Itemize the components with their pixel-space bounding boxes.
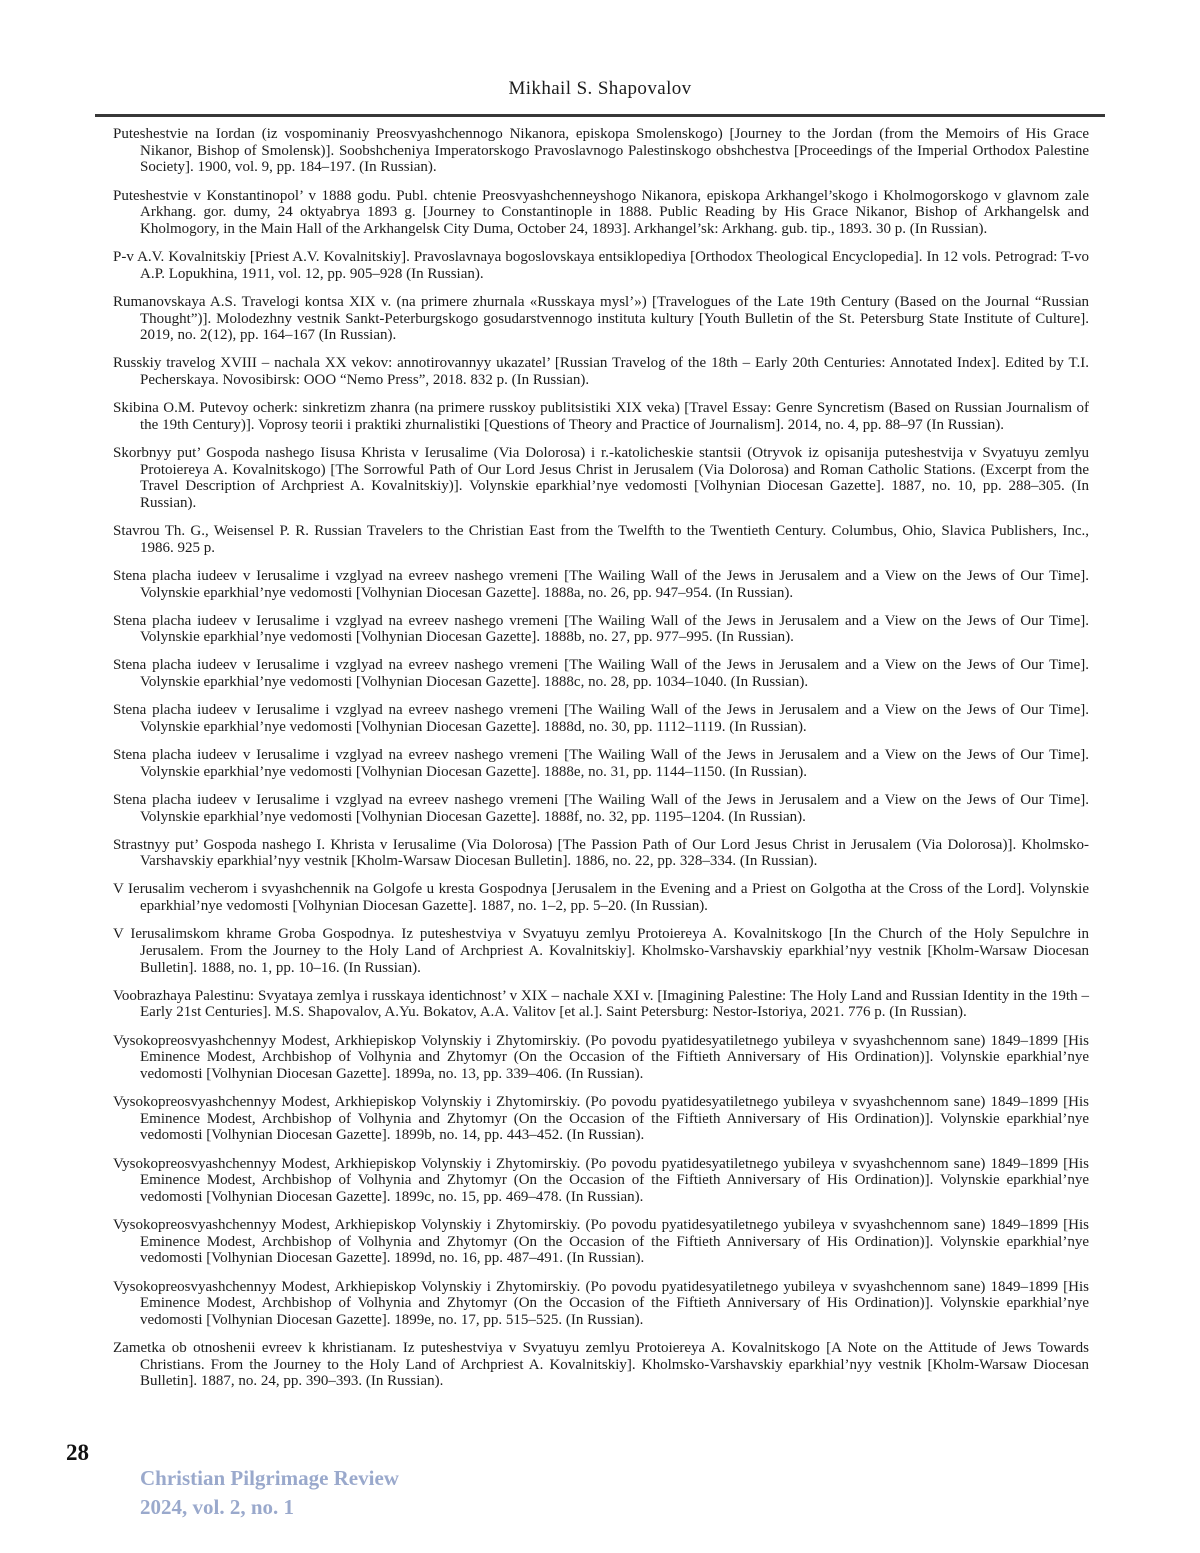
reference-entry: Vysokopreosvyashchennyy Modest, Arkhiepiskop Volynskiy i Zhytomirskiy. (Po povodu pyatidesyatiletnego yubileya v svyashchennom sane) 1849–1899 [His Eminence Modest, Archbishop of Volhynia and Zhytomyr (On the Occasion of the Fiftieth Anniversary of His Ordination)]. Volynskie eparkhial’nye vedomosti [Volhynian Diocesan Gazette]. 1899a, no. 13, pp. 339–406. (In Russian).: [113, 1032, 1089, 1082]
running-head-author: Mikhail S. Shapovalov: [508, 78, 692, 99]
reference-entry: Stena placha iudeev v Ierusalime i vzglyad na evreev nashego vremeni [The Wailing Wall of the Jews in Jerusalem and a View on the Jews of Our Time]. Volynskie eparkhial’nye vedomosti [Volhynian Diocesan Gazette]. 1888f, no. 32, pp. 1195–1204. (In Russian).: [113, 791, 1089, 825]
reference-entry: Strastnyy put’ Gospoda nashego I. Khrista v Ierusalime (Via Dolorosa) [The Passion Path of Our Lord Jesus Christ in Jerusalem (Via Dolorosa)]. Kholmsko-Varshavskiy eparkhial’nyy vestnik [Kholm-Warsaw Diocesan Bulletin]. 1886, no. 22, pp. 328–334. (In Russian).: [113, 836, 1089, 870]
reference-entry: Russkiy travelog XVIII – nachala XX vekov: annotirovannyy ukazatel’ [Russian Travelog of the 18th – Early 20th Centuries: Annotated Index]. Edited by T.I. Pecherskaya. Novosibirsk: OOO “Nemo Press”, 2018. 832 p. (In Russian).: [113, 355, 1089, 388]
reference-entry: Zametka ob otnoshenii evreev k khristianam. Iz puteshestviya v Svyatuyu zemlyu Protoiereya A. Kovalnitskogo [A Note on the Attitude of Jews Towards Christians. From the Journey to the Holy Land of Archpriest A. Kovalnitskiy]. Kholmsko-Varshavskiy eparkhial’nyy vestnik [Kholm-Warsaw Diocesan Bulletin]. 1887, no. 24, pp. 390–393. (In Russian).: [113, 1340, 1089, 1390]
reference-entry: Stavrou Th. G., Weisensel P. R. Russian Travelers to the Christian East from the Twelfth to the Twentieth Century. Columbus, Ohio, Slavica Publishers, Inc., 1986. 925 p.: [113, 523, 1089, 556]
reference-entry: Vysokopreosvyashchennyy Modest, Arkhiepiskop Volynskiy i Zhytomirskiy. (Po povodu pyatidesyatiletnego yubileya v svyashchennom sane) 1849–1899 [His Eminence Modest, Archbishop of Volhynia and Zhytomyr (On the Occasion of the Fiftieth Anniversary of His Ordination)]. Volynskie eparkhial’nye vedomosti [Volhynian Diocesan Gazette]. 1899c, no. 15, pp. 469–478. (In Russian).: [113, 1155, 1089, 1205]
reference-entry: Puteshestvie v Konstantinopol’ v 1888 godu. Publ. chtenie Preosvyashchenneyshogo Nikanora, episkopa Arkhangel’skogo i Kholmogorskogo v glavnom zale Arkhang. gor. dumy, 24 oktyabrya 1893 g. [Journey to Constantinople in 1888. Public Reading by His Grace Nikanor, Bishop of Arkhangelsk and Kholmogory, in the Main Hall of the Arkhangelsk City Duma, October 24, 1893]. Arkhangel’sk: Arkhang. gub. tip., 1893. 30 p. (In Russian).: [113, 187, 1089, 237]
journal-issue: 2024, vol. 2, no. 1: [140, 1495, 295, 1519]
reference-entry: Stena placha iudeev v Ierusalime i vzglyad na evreev nashego vremeni [The Wailing Wall of the Jews in Jerusalem and a View on the Jews of Our Time]. Volynskie eparkhial’nye vedomosti [Volhynian Diocesan Gazette]. 1888b, no. 27, pp. 977–995. (In Russian).: [113, 612, 1089, 646]
header-rule: [95, 114, 1105, 117]
reference-entry: Skorbnyy put’ Gospoda nashego Iisusa Khrista v Ierusalime (Via Dolorosa) i r.-katolicheskie stantsii (Otryvok iz opisanija puteshestvija v Svyatuyu zemlyu Protoiereya A. Kovalnitskogo) [The Sorrowful Path of Our Lord Jesus Christ in Jerusalem (Via Dolorosa) and Roman Catholic Stations. (Excerpt from the Travel Description of Archpriest A. Kovalnitskiy)]. Volynskie eparkhial’nye vedomosti [Volhynian Diocesan Gazette]. 1887, no. 10, pp. 288–305. (In Russian).: [113, 444, 1089, 511]
reference-entry: Stena placha iudeev v Ierusalime i vzglyad na evreev nashego vremeni [The Wailing Wall of the Jews in Jerusalem and a View on the Jews of Our Time]. Volynskie eparkhial’nye vedomosti [Volhynian Diocesan Gazette]. 1888c, no. 28, pp. 1034–1040. (In Russian).: [113, 657, 1089, 691]
reference-entry: P-v A.V. Kovalnitskiy [Priest A.V. Kovalnitskiy]. Pravoslavnaya bogoslovskaya entsiklopediya [Orthodox Theological Encyclopedia]. In 12 vols. Petrograd: T-vo A.P. Lopukhina, 1911, vol. 12, pp. 905–928 (In Russian).: [113, 249, 1089, 282]
reference-entry: Stena placha iudeev v Ierusalime i vzglyad na evreev nashego vremeni [The Wailing Wall of the Jews in Jerusalem and a View on the Jews of Our Time]. Volynskie eparkhial’nye vedomosti [Volhynian Diocesan Gazette]. 1888a, no. 26, pp. 947–954. (In Russian).: [113, 567, 1089, 601]
journal-title: Christian Pilgrimage Review: [140, 1466, 399, 1490]
reference-entry: Vysokopreosvyashchennyy Modest, Arkhiepiskop Volynskiy i Zhytomirskiy. (Po povodu pyatidesyatiletnego yubileya v svyashchennom sane) 1849–1899 [His Eminence Modest, Archbishop of Volhynia and Zhytomyr (On the Occasion of the Fiftieth Anniversary of His Ordination)]. Volynskie eparkhial’nye vedomosti [Volhynian Diocesan Gazette]. 1899b, no. 14, pp. 443–452. (In Russian).: [113, 1094, 1089, 1144]
page-number: 28: [66, 1440, 89, 1465]
reference-list: [113, 126, 1089, 1402]
reference-entry: V Ierusalim vecherom i svyashchennik na Golgofe u kresta Gospodnya [Jerusalem in the Evening and a Priest on Golgotha at the Cross of the Lord]. Volynskie eparkhial’nye vedomosti [Volhynian Diocesan Gazette]. 1887, no. 1–2, pp. 5–20. (In Russian).: [113, 881, 1089, 915]
reference-entry: Rumanovskaya A.S. Travelogi kontsa XIX v. (na primere zhurnala «Russkaya mysl’») [Travelogues of the Late 19th Century (Based on the Journal “Russian Thought”)]. Molodezhny vestnik Sankt-Peterburgskogo gosudarstvennogo instituta kultury [Youth Bulletin of the St. Petersburg State Institute of Culture]. 2019, no. 2(12), pp. 164–167 (In Russian).: [113, 293, 1089, 344]
reference-entry: Stena placha iudeev v Ierusalime i vzglyad na evreev nashego vremeni [The Wailing Wall of the Jews in Jerusalem and a View on the Jews of Our Time]. Volynskie eparkhial’nye vedomosti [Volhynian Diocesan Gazette]. 1888e, no. 31, pp. 1144–1150. (In Russian).: [113, 747, 1089, 780]
reference-entry: Skibina O.M. Putevoy ocherk: sinkretizm zhanra (na primere russkoy publitsistiki XIX veka) [Travel Essay: Genre Syncretism (Based on Russian Journalism of the 19th Century)]. Voprosy teorii i praktiki zhurnalistiki [Questions of Theory and Practice of Journalism]. 2014, no. 4, pp. 88–97 (In Russian).: [113, 400, 1089, 433]
reference-entry: Vysokopreosvyashchennyy Modest, Arkhiepiskop Volynskiy i Zhytomirskiy. (Po povodu pyatidesyatiletnego yubileya v svyashchennom sane) 1849–1899 [His Eminence Modest, Archbishop of Volhynia and Zhytomyr (On the Occasion of the Fiftieth Anniversary of His Ordination)]. Volynskie eparkhial’nye vedomosti [Volhynian Diocesan Gazette]. 1899e, no. 17, pp. 515–525. (In Russian).: [113, 1278, 1089, 1328]
reference-entry: Vysokopreosvyashchennyy Modest, Arkhiepiskop Volynskiy i Zhytomirskiy. (Po povodu pyatidesyatiletnego yubileya v svyashchennom sane) 1849–1899 [His Eminence Modest, Archbishop of Volhynia and Zhytomyr (On the Occasion of the Fiftieth Anniversary of His Ordination)]. Volynskie eparkhial’nye vedomosti [Volhynian Diocesan Gazette]. 1899d, no. 16, pp. 487–491. (In Russian).: [113, 1217, 1089, 1267]
reference-entry: Puteshestvie na Iordan (iz vospominaniy Preosvyashchennogo Nikanora, episkopa Smolenskogo) [Journey to the Jordan (from the Memoirs of His Grace Nikanor, Bishop of Smolensk)]. Soobshcheniya Imperatorskogo Pravoslavnogo Palestinskogo obshchestva [Proceedings of the Imperial Orthodox Palestine Society]. 1900, vol. 9, pp. 184–197. (In Russian).: [113, 126, 1089, 176]
reference-entry: Voobrazhaya Palestinu: Svyataya zemlya i russkaya identichnost’ v XIX – nachale XXI v. [Imagining Palestine: The Holy Land and Russian Identity in the 19th – Early 21st Centuries]. M.S. Shapovalov, A.Yu. Bokatov, A.A. Valitov [et al.]. Saint Petersburg: Nestor-Istoriya, 2021. 776 p. (In Russian).: [113, 987, 1089, 1021]
reference-entry: Stena placha iudeev v Ierusalime i vzglyad na evreev nashego vremeni [The Wailing Wall of the Jews in Jerusalem and a View on the Jews of Our Time]. Volynskie eparkhial’nye vedomosti [Volhynian Diocesan Gazette]. 1888d, no. 30, pp. 1112–1119. (In Russian).: [113, 702, 1089, 735]
journal-colophon: [140, 1464, 399, 1522]
reference-entry: V Ierusalimskom khrame Groba Gospodnya. Iz puteshestviya v Svyatuyu zemlyu Protoiereya A. Kovalnitskogo [In the Church of the Holy Sepulchre in Jerusalem. From the Journey to the Holy Land of Archpriest A. Kovalnitskiy]. Kholmsko-Varshavskiy eparkhial’nyy vestnik [Kholm-Warsaw Diocesan Bulletin]. 1888, no. 1, pp. 10–16. (In Russian).: [113, 926, 1089, 976]
